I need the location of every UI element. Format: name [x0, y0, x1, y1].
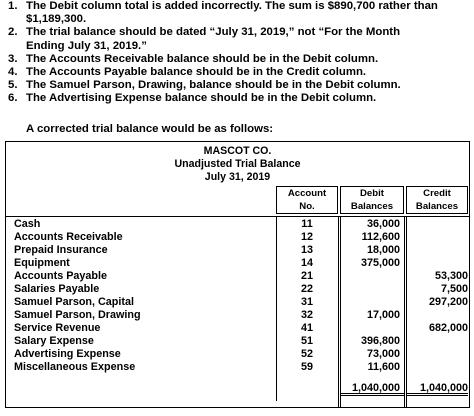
statement-title: Unadjusted Trial Balance: [174, 158, 301, 170]
account-name: Miscellaneous Expense: [14, 361, 136, 373]
debit-balance: 112,600: [361, 231, 400, 243]
account-name: Equipment: [14, 257, 70, 269]
account-number: 11: [301, 218, 313, 230]
credit-balance: 53,300: [434, 270, 468, 282]
account-number: 31: [300, 296, 313, 308]
account-name: Cash: [14, 218, 41, 230]
error-item: [8, 92, 472, 105]
error-text: The Accounts Receivable balance should be in the Debit column.: [26, 52, 379, 65]
error-item: [8, 26, 472, 52]
error-list: [8, 0, 472, 106]
debit-balance: 18,000: [366, 244, 400, 256]
credit-balance: [406, 257, 468, 270]
account-number: 14: [300, 257, 313, 269]
debit-balance: [342, 296, 400, 309]
account-number: 13: [300, 244, 313, 256]
error-item: [8, 0, 472, 26]
error-item: [8, 66, 472, 79]
credit-balance: 7,500: [440, 283, 468, 295]
credit-header: Credit Balances: [415, 188, 459, 212]
credit-balance: [406, 348, 468, 361]
error-number: 1.: [8, 0, 18, 12]
account-number: 59: [300, 361, 313, 373]
account-number: 32: [300, 309, 313, 321]
grid-line-name-divider: [276, 216, 277, 401]
credit-balance: [406, 244, 468, 257]
account-name: Samuel Parson, Drawing: [14, 309, 141, 321]
credit-balance: [406, 361, 468, 374]
account-name: Service Revenue: [14, 322, 101, 334]
error-number: 5.: [8, 79, 18, 92]
error-text: The trial balance should be dated “July 31, 2019,” not “For the Month Ending July 31, 2019.”: [26, 26, 401, 52]
debit-balance: [342, 283, 400, 296]
debit-balance: 73,000: [366, 348, 400, 360]
account-number: 52: [300, 348, 313, 360]
debit-header: Debit Balances: [350, 188, 394, 212]
account-name: Salary Expense: [14, 335, 94, 347]
error-number: 4.: [8, 66, 18, 79]
error-text: The Debit column total is added incorrectly. The sum is $890,700 rather than $1,189,300.: [26, 0, 438, 26]
statement-date: July 31, 2019: [204, 171, 271, 183]
account-number: 12: [300, 231, 313, 243]
account-number: 22: [300, 283, 313, 295]
debit-balance: 17,000: [366, 309, 400, 321]
credit-balance: 297,200: [428, 296, 468, 308]
credit-balance: 682,000: [428, 322, 468, 334]
grid-line-no-divider: [338, 216, 339, 408]
credit-balance: [406, 309, 468, 322]
account-name: Accounts Receivable: [14, 231, 123, 243]
error-item: [8, 79, 472, 92]
credit-total: 1,040,000: [419, 382, 468, 394]
account-name: Samuel Parson, Capital: [14, 296, 135, 308]
error-item: [8, 53, 472, 66]
grid-line-top: [6, 216, 469, 217]
debit-balance: [342, 270, 400, 283]
error-text: The Samuel Parson, Drawing, balance should be in the Debit column.: [26, 79, 401, 92]
account-name: Prepaid Insurance: [14, 244, 108, 256]
intro-text: A corrected trial balance would be as follows:: [26, 123, 274, 135]
account-no-header: Account No.: [287, 188, 327, 212]
credit-balance: [406, 335, 468, 348]
grid-line-debit-left: [340, 216, 341, 408]
error-text: The Accounts Payable balance should be in the Credit column.: [26, 66, 367, 79]
credit-balance: [406, 218, 468, 231]
account-name: Accounts Payable: [14, 270, 108, 282]
debit-balance: 11,600: [367, 361, 400, 373]
account-number: 21: [300, 270, 313, 282]
error-text: The Advertising Expense balance should be in the Debit column.: [26, 92, 377, 105]
error-number: 3.: [8, 52, 18, 65]
debit-balance: 375,000: [360, 257, 400, 269]
account-name: Salaries Payable: [14, 283, 100, 295]
trial-balance-table: [5, 141, 470, 408]
debit-balance: 396,800: [360, 335, 400, 347]
account-name: Advertising Expense: [14, 348, 121, 360]
grid-line-debit-right: [404, 216, 405, 408]
credit-balance: [406, 231, 468, 244]
debit-balance: 36,000: [366, 218, 400, 230]
account-number: 41: [300, 322, 313, 334]
debit-total: 1,040,000: [351, 382, 400, 394]
error-number: 6.: [8, 92, 18, 105]
error-number: 2.: [8, 26, 18, 39]
company-name: MASCOT CO.: [203, 145, 272, 157]
debit-balance: [342, 322, 400, 335]
account-number: 51: [300, 335, 313, 347]
